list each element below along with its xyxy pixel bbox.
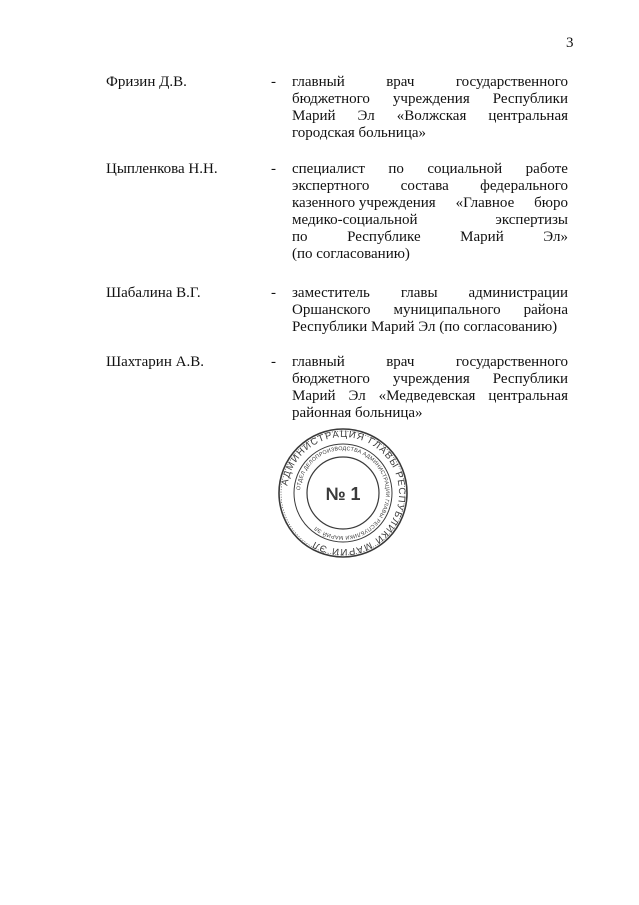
role-line: районная больница»	[292, 405, 423, 421]
role-word: состава	[400, 178, 449, 194]
role-word: учреждения	[392, 91, 470, 107]
role-word: Марий	[292, 388, 336, 404]
role-line	[292, 161, 568, 178]
role-word: Республике	[347, 229, 421, 245]
role-word: казенного учреждения	[292, 195, 436, 211]
role-word: заместитель	[292, 285, 370, 301]
role-line: городская больница»	[292, 125, 427, 141]
role-word: федерального	[480, 178, 568, 194]
role-word: государственного	[455, 74, 568, 90]
role-word: Республики	[492, 371, 568, 387]
role-word: Марий	[292, 108, 336, 124]
role-word: Марий	[460, 229, 504, 245]
role-word: учреждения	[392, 371, 470, 387]
role-word: «Главное	[455, 195, 515, 211]
role-word: по	[292, 229, 308, 245]
role-word: бюджетного	[292, 91, 370, 107]
dash-separator: -	[271, 285, 276, 301]
role-line	[292, 108, 568, 125]
role-word: «Волжская	[396, 108, 467, 124]
role-word: врач	[386, 74, 415, 90]
member-role	[292, 354, 568, 422]
role-word: муниципального	[393, 302, 501, 318]
role-word: центральная	[488, 388, 568, 404]
role-word: района	[523, 302, 568, 318]
role-word: государственного	[455, 354, 568, 370]
role-line	[292, 229, 568, 246]
role-word: центральная	[488, 108, 568, 124]
role-line	[292, 74, 568, 91]
role-word: медико-социальной	[292, 212, 418, 228]
dash-separator: -	[271, 354, 276, 370]
member-name: Шахтарин А.В.	[106, 354, 204, 370]
role-line: (по согласованию)	[292, 246, 410, 262]
page-number: 3	[566, 35, 574, 51]
role-line	[292, 285, 568, 302]
role-word: «Медведевская	[378, 388, 476, 404]
role-word: врач	[386, 354, 415, 370]
role-word: специалист	[292, 161, 365, 177]
dash-separator: -	[271, 74, 276, 90]
role-word: администрации	[468, 285, 568, 301]
role-word: главный	[292, 354, 345, 370]
seal-number: № 1	[325, 484, 361, 504]
role-line	[292, 354, 568, 371]
role-word: экспертного	[292, 178, 370, 194]
member-role	[292, 74, 568, 142]
role-line: Республики Марий Эл (по согласованию)	[292, 319, 558, 335]
member-role	[292, 161, 568, 263]
role-word: Эл	[357, 108, 375, 124]
member-name: Фризин Д.В.	[106, 74, 187, 90]
role-word: главы	[400, 285, 438, 301]
role-word: работе	[525, 161, 568, 177]
official-seal	[277, 427, 409, 559]
role-line	[292, 212, 568, 229]
role-line	[292, 178, 568, 195]
member-name: Шабалина В.Г.	[106, 285, 201, 301]
member-role	[292, 285, 568, 336]
role-line	[292, 388, 568, 405]
role-word: Эл	[348, 388, 366, 404]
member-name: Цыпленкова Н.Н.	[106, 161, 218, 177]
role-word: Республики	[492, 91, 568, 107]
role-word: главный	[292, 74, 345, 90]
seal-outer-text: АДМИНИСТРАЦИЯ ГЛАВЫ РЕСПУБЛИКИ МАРИЙ ЭЛ	[279, 428, 408, 558]
role-word: социальной	[427, 161, 503, 177]
dash-separator: -	[271, 161, 276, 177]
role-word: Эл»	[543, 229, 568, 245]
role-line	[292, 195, 568, 212]
role-word: бюджетного	[292, 371, 370, 387]
role-line	[292, 91, 568, 108]
seal-inner-text: ОТДЕЛ ДЕЛОПРОИЗВОДСТВА АДМИНИСТРАЦИИ ГЛАВЫ РЕСПУБЛИКИ МАРИЙ ЭЛ	[296, 445, 391, 541]
role-word: экспертизы	[495, 212, 568, 228]
role-line	[292, 371, 568, 388]
role-line	[292, 302, 568, 319]
role-word: по	[388, 161, 404, 177]
role-word: бюро	[534, 195, 568, 211]
role-word: Оршанского	[292, 302, 371, 318]
